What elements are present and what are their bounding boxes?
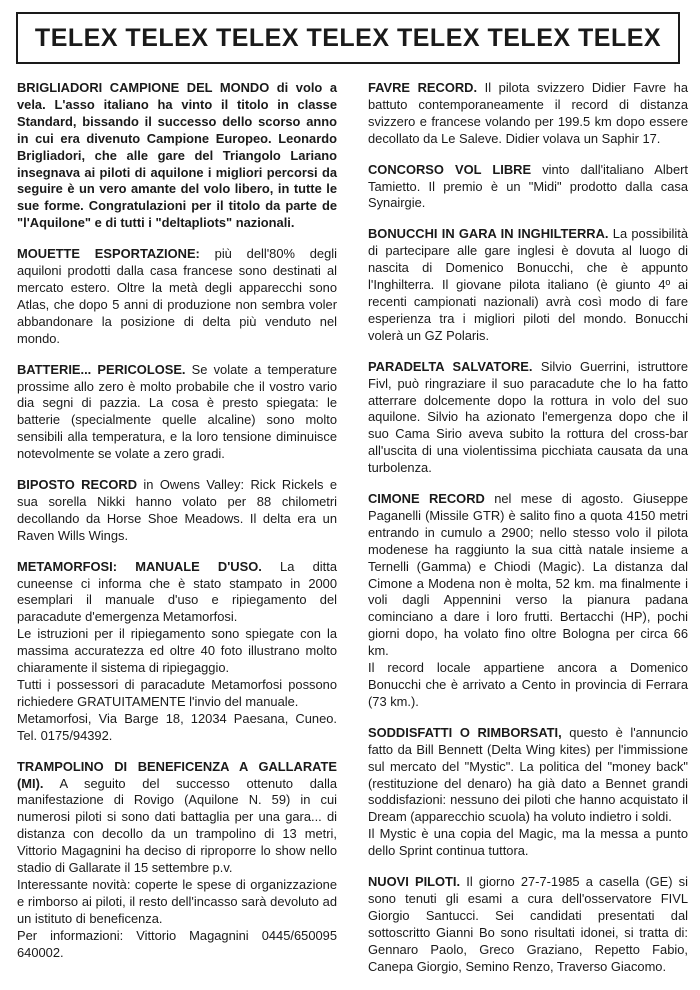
article-body: più dell'80% degli aquiloni prodotti dalla casa francese sono destinati al mercato estero. Oltre la metà degli apparecchi sono Atlas, che dopo 5 anni di produzione non sembra voler abbandonare la posizione di delta più venduto nel mondo. [17,246,338,346]
article-headline: BONUCCHI IN GARA IN INGHILTERRA. [368,226,609,242]
article-paradelta [368,359,688,477]
article-favre [368,80,688,148]
right-column [368,80,688,990]
article-headline: SODDISFATTI O RIMBORSATI, [368,724,562,740]
article-body: questo è l'annuncio fatto da Bill Bennett (Delta Wing kites) per l'immissione sul mercato del "Mystic". La politica del "money back" (restituzione del denaro) ha già dato a Bennet grandi soddisfazioni: nessuno dei piloti che hanno acquistato il Dream (apparecchio scuola) ha voluto indietro i soldi. [368,724,688,825]
article-headline: BIPOSTO RECORD [17,477,138,493]
article-brigliadori [17,80,337,232]
article-concorso [368,162,688,213]
article-headline: FAVRE RECORD. [368,80,478,95]
article-soddisfatti [368,725,688,860]
article-body: La ditta cuneense ci informa che è stato stampato in 2000 esemplari il manuale d'uso e ripiegamento del paracadute d'emergenza Metamorfosi. [17,558,337,625]
article-cimone [368,491,688,711]
article-batterie [17,362,337,463]
article-paragraph: Il record locale appartiene ancora a Domenico Bonucchi che è arrivato a Cento in provincia di Ferrara (73 km.). [368,660,688,709]
article-body: A seguito del successo ottenuto dalla manifestazione di Rovigo (Aquilone N. 59) in cui numerosi piloti si sono dati battaglia per una gara... di distanza con decollo da un trampolino di 13 metri, Vittorio Magagnini ha deciso di riproporre lo show nello stadio di Gallarate il 15 settembre p.v. [17,775,337,876]
article-paragraph: Interessante novità: coperte le spese di organizzazione e rimborso ai piloti, il resto dell'incasso sarà devoluto ad un istituto di beneficenza. [17,876,337,926]
article-headline: TRAMPOLINO DI BENEFICENZA A GALLARATE (MI). [17,758,337,791]
article-headline: BRIGLIADORI CAMPIONE DEL MONDO [17,80,270,95]
article-paragraph: Le istruzioni per il ripiegamento sono spiegate con la massima accuratezza ed oltre 40 foto illustrano molto chiaramente il sistema di ripiegaggio. [17,626,337,676]
article-headline: NUOVI PILOTI. [368,874,461,890]
article-bonucchi [368,226,688,344]
article-body: La possibilità di partecipare alle gare inglesi è dovuta al luogo di nascita di Domenico Bonucchi, che è appunto l'Inghilterra. Il giovane pilota italiano (è giunto 4º ai recenti campionati nazionali) avrà così modo di fare esperienza tra i migliori piloti del mondo. Bonucchi volerà un GZ Polaris. [368,226,688,343]
article-trampolino [17,759,337,962]
article-body: Se volate a temperature prossime allo zero è molto probabile che il vostro vario dia segni di pazzia. La cosa è presto spiegata: le batterie (specialmente quelle alcaline) sono molto sensibili alla temperatura, e la loro tensione diminuisce notevolmente se volate a zero gradi. [17,361,337,462]
article-headline: BATTERIE... PERICOLOSE. [17,361,186,377]
article-biposto [17,477,337,545]
article-paragraph: Per informazioni: Vittorio Magagnini 0445/650095 640002. [17,927,337,960]
telex-banner [16,12,680,64]
article-nuovi-piloti [368,874,688,975]
article-body: Silvio Guerrini, istruttore Fivl, può ringraziare il suo paracadute che lo ha fatto atterrare dolcemente dopo la rottura in volo del suo aquilone. Silvio ha azionato l'emergenza dopo che il suo Cama Sirio aveva subito la rottura del cross-bar all'uscita di una violentissima picchiata causata da una turbolenza. [368,358,689,476]
article-body: in Owens Valley: Rick Rickels e sua sorella Nikki hanno volato per 88 chilometri decollando da Horse Shoe Meadows. Il delta era un Raven Wills Wings. [17,477,337,543]
article-lead: di volo a vela. L'asso italiano ha vinto il titolo in classe Standard, bissando il successo dello scorso anno in cui era divenuto Campione Europeo. Leonardo Brigliadori, che alle gare del Triangolo Lariano insegnava ai piloti di aquilone i migliori percorsi da seguire è un vero amante del volo libero, in tutte le sue forme. Congratulazioni per il titolo da parte de "l'Aquilone" e di tutti i "deltapliots" nazionali. [17,80,338,231]
article-headline: CIMONE RECORD [368,491,485,507]
left-column [17,80,337,976]
banner-title: TELEX TELEX TELEX TELEX TELEX TELEX TELEX [34,23,662,52]
article-body: Il pilota svizzero Didier Favre ha battuto contemporaneamente il record di distanza svizzero e francese volando per 199.5 km dopo essere decollato da Le Saleve. Didier volava un Saphir 17. [368,80,689,146]
article-mouette [17,246,337,347]
article-body: nel mese di agosto. Giuseppe Paganelli (Missile GTR) è salito fino a quota 4150 metri entrando in cumulo a 2900; nello stesso volo il pilota modenese ha raggiunto la sua città natale insieme a Ternelli (Gamma) e Chiodi (Magic). La distanza dal Cimone a Modena non è molta, 52 km. ma finalmente i voli dagli Appennini verso la pianura padana cominciano a dare i loro frutti. Bertacchi (HP), pochi giorni dopo, ha volato fino oltre Bologna per circa 66 km. [368,491,688,659]
article-paragraph: Il Mystic è una copia del Magic, ma la messa a punto dello Sprint continua tuttora. [368,826,688,859]
article-headline: PARADELTA SALVATORE. [368,358,533,374]
article-paragraph: Metamorfosi, Via Barge 18, 12034 Paesana, Cuneo. Tel. 0175/94392. [17,710,337,743]
article-headline: METAMORFOSI: MANUALE D'USO. [17,558,262,574]
article-headline: MOUETTE ESPORTAZIONE: [17,246,200,262]
article-headline: CONCORSO VOL LIBRE [368,161,532,177]
article-paragraph: Tutti i possessori di paracadute Metamorfosi possono richiedere GRATUITAMENTE l'invio del manuale. [17,677,337,709]
article-metamorfosi [17,559,337,745]
article-body: vinto dall'italiano Albert Tamietto. Il premio è un "Midi" prodotto dalla casa Synairgie. [368,161,688,211]
article-body: Il giorno 27-7-1985 a casella (GE) si sono tenuti gli esami a cura dell'osservatore FIVL Giorgio Santucci. Sei candidati presentati dal sottoscritto Gianni Bo sono risultati idonei, si tratta di: Gennaro Paolo, Greco Graziano, Repetto Fabio, Canepa Giorgio, Semino Renzo, Traverso Giacomo. [368,874,688,974]
